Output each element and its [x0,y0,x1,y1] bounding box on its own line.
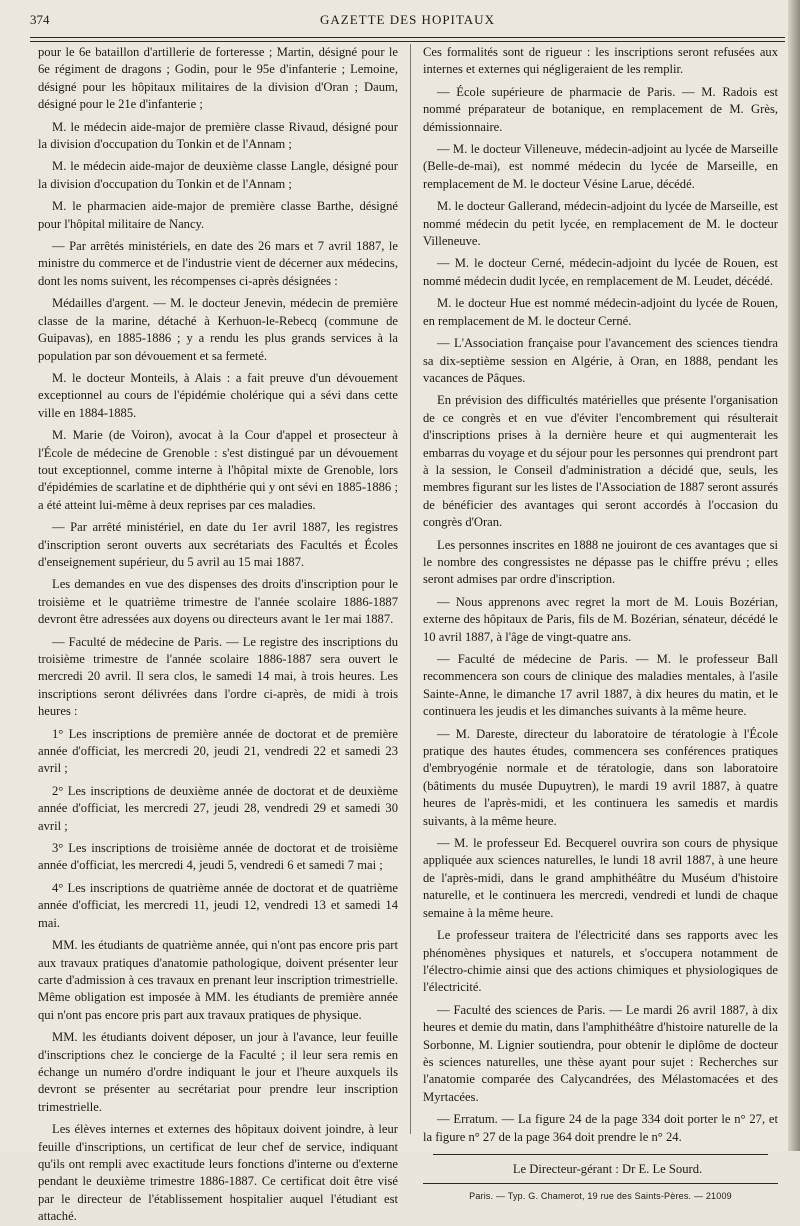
paragraph: — Nous apprenons avec regret la mort de M. Louis Bozérian, externe des hôpitaux de Paris, fils de M. Bozérian, sénateur, décédé le 10 avril 1887, à l'âge de vingt-quatre ans. [423,594,778,644]
paragraph: — L'Association française pour l'avancement des sciences tiendra sa dix-septième session en Algérie, à Oran, en 1888, pendant les vacances de Pâques. [423,336,778,385]
paragraph: — M. Dareste, directeur du laboratoire de tératologie à l'École pratique des hautes études, commencera ses conférences pratiques d'embryogénie normale et de tératologie, dans son laboratoire (bâtiments du musée Dupuytren), le mardi 19 avril 1887, à quatre heures de l'après-midi, et les continuera les samedis et mardis suivants, à la même heure. [423,726,778,828]
paragraph: MM. les étudiants de quatrième année, qui n'ont pas encore pris part aux travaux pratiques d'anatomie pathologique, doivent présenter leur carte d'admission à ces travaux en prenant leur inscription trimestrielle. Même obligation est imposée à MM. les étudiants de première année qui n'ont pas encore pris part aux travaux pratiques de physique. [38,938,398,1022]
right-column [423,44,778,1202]
paragraph: Les demandes en vue des dispenses des droits d'inscription pour le troisième et le quatrième trimestre de l'année scolaire 1886-1887 devront être adressées aux doyens ou directeurs avant le 1er mai 1887. [38,577,398,627]
left-column [38,44,398,1224]
paragraph: 1° Les inscriptions de première année de doctorat et de première année d'officiat, les mercredi 20, jeudi 21, vendredi 22 et samedi 23 avril ; [38,726,398,776]
paragraph: — M. le docteur Cerné, médecin-adjoint du lycée de Rouen, est nommé médecin dudit lycée, en remplacement de M. Leudet, décédé. [423,256,778,288]
paragraph: Médailles d'argent. — M. le docteur Jenevin, médecin de première classe de la marine, détaché à Kerhuon-le-Rebecq (commune de Guipavas), en 1885-1886 ; y a rendu les plus grands services à la population par son dévouement et sa fermeté. [38,296,398,363]
paragraph: En prévision des difficultés matérielles que présente l'organisation de ce congrès et en vue d'éviter l'encombrement qui résulterait d'inscriptions prises à la dernière heure et qui augmenterait les embarras du voyage et du séjour pour les personnes qui prendront part à la session, le Conseil d'administration a décidé que, seuls, les membres figurant sur les listes de l'Association de 1887 seront assurés de bénéficier des avantages qui seront accordés à l'occasion du congrès d'Oran. [423,393,778,530]
imprint-rule [423,1183,778,1184]
paragraph: Les élèves internes et externes des hôpitaux doivent joindre, à leur feuille d'inscriptions, un certificat de leur chef de service, indiquant qu'ils ont rempli avec exactitude leurs fonctions d'interne ou d'externe pendant le deuxième trimestre 1886-1887. Ce certificat doit être visé par le directeur de l'établissement hospitalier auquel l'étudiant est attaché. [38,1122,398,1224]
page-number: 374 [30,12,50,27]
paragraph: M. le pharmacien aide-major de première classe Barthe, désigné pour l'hôpital militaire de Nancy. [38,199,398,231]
paragraph: Les personnes inscrites en 1888 ne jouiront de ces avantages que si le nombre des congressistes ne dépasse pas le chiffre prévu ; elles seront admises par ordre d'inscription. [423,537,778,587]
paragraph: Le professeur traitera de l'électricité dans ses rapports avec les phénomènes physiques et naturels, et s'occupera notamment de l'électro-chimie ainsi que des actions chimiques et physiologiques de l'électricité. [423,928,778,995]
paragraph: M. le docteur Monteils, à Alais : a fait preuve d'un dévouement exceptionnel au cours de l'épidémie cholérique qui a sévi dans cette ville en 1884-1885. [38,370,398,420]
paragraph: 2° Les inscriptions de deuxième année de doctorat et de deuxième année d'officiat, les mercredi 27, jeudi 28, vendredi 29 et samedi 30 avril ; [38,783,398,833]
paragraph: 3° Les inscriptions de troisième année de doctorat et de troisième année d'officiat, les mercredi 4, jeudi 5, vendredi 6 et samedi 7 mai ; [38,841,398,873]
paragraph: MM. les étudiants doivent déposer, un jour à l'avance, leur feuille d'inscriptions chez le concierge de la Faculté ; il leur sera remis en échange un numéro d'ordre indiquant le jour et l'heure auxquels ils devront se présenter au secrétariat pour prendre leur inscription trimestrielle. [38,1030,398,1114]
paragraph: M. le médecin aide-major de deuxième classe Langle, désigné pour la division d'occupation du Tonkin et de l'Annam ; [38,159,398,191]
header-rule [30,37,785,42]
paragraph: pour le 6e bataillon d'artillerie de forteresse ; Martin, désigné pour le 6e régiment de dragons ; Godin, pour le 95e d'infanterie ; Lemoine, désigné pour les hôpitaux militaires de la division d'Oran ; Daum, désigné pour le 21e d'infanterie ; [38,45,398,112]
paragraph: 4° Les inscriptions de quatrième année de doctorat et de quatrième année d'officiat, les mercredi 11, jeudi 12, vendredi 13 et samedi 14 mai. [38,880,398,930]
paragraph: — Par arrêté ministériel, en date du 1er avril 1887, les registres d'inscription seront ouverts aux secrétariats des Facultés et Écoles d'enseignement supérieur, du 5 avril au 15 mai 1887. [38,520,398,569]
page-header [30,10,785,32]
paragraph: M. Marie (de Voiron), avocat à la Cour d'appel et prosecteur à l'École de médecine de Grenoble : s'est distingué par un dévouement tout exceptionnel, comme interne à l'hôpital mixte de Grenoble, lors d'épidémies de scarlatine et de diphthérie qui y ont sévi en 1885-1886 ; a été atteint lui-même à deux reprises par ces maladies. [38,428,398,512]
printer-imprint: Paris. — Typ. G. Chamerot, 19 rue des Saints-Pères. — 21009 [469,1191,732,1202]
paragraph: — M. le professeur Ed. Becquerel ouvrira son cours de physique appliquée aux sciences naturelles, le lundi 18 avril 1887, à une heure de l'après-midi, dans le grand amphithéâtre du Muséum d'histoire naturelle, et le continuera les mercredi, vendredi et lundi de chaque semaine à la même heure. [423,836,778,920]
paragraph: — Par arrêtés ministériels, en date des 26 mars et 7 avril 1887, le ministre du commerce et de l'industrie vient de décerner aux médecins, dont les noms suivent, les récompenses ci-après désignées : [38,239,398,288]
page-gutter-shadow [788,0,800,1151]
paragraph: — M. le docteur Villeneuve, médecin-adjoint au lycée de Marseille (Belle-de-mai), est nommé médecin du lycée de Marseille, en remplacement de M. le docteur Vésine Larue, décédé. [423,142,778,191]
paragraph: Ces formalités sont de rigueur : les inscriptions seront refusées aux internes et externes qui négligeraient de les remplir. [423,45,778,77]
column-divider [410,44,411,1134]
signature-rule [433,1154,768,1155]
paragraph: M. le médecin aide-major de première classe Rivaud, désigné pour la division d'occupation du Tonkin et de l'Annam ; [38,119,398,152]
paragraph: M. le docteur Hue est nommé médecin-adjoint du lycée de Rouen, en remplacement de M. le docteur Cerné. [423,296,778,328]
paragraph: — Erratum. — La figure 24 de la page 334 doit porter le n° 27, et la figure n° 27 de la page 364 doit prendre le n° 24. [423,1112,778,1144]
paragraph: — École supérieure de pharmacie de Paris. — M. Radois est nommé préparateur de botanique, en remplacement de M. Grès, démissionnaire. [423,84,778,134]
journal-title: GAZETTE DES HOPITAUX [320,12,495,27]
paragraph: — Faculté des sciences de Paris. — Le mardi 26 avril 1887, à dix heures et demie du matin, dans l'amphithéâtre d'histoire naturelle de la Sorbonne, M. Lignier soutiendra, pour obtenir le diplôme de docteur ès sciences naturelles, une thèse ayant pour sujet : Recherches sur l'anatomie comparée des Calycandrées, des Mélastomacées et des Myrtacées. [423,1002,778,1104]
paragraph: M. le docteur Gallerand, médecin-adjoint du lycée de Marseille, est nommé médecin du petit lycée, en remplacement de M. le docteur Villeneuve. [423,199,778,249]
paragraph: — Faculté de médecine de Paris. — M. le professeur Ball recommencera son cours de clinique des maladies mentales, à l'asile Sainte-Anne, le dimanche 17 avril 1887, à dix heures du matin, et le continuera les jeudis et les dimanches suivants à la même heure. [423,652,778,719]
director-signature: Le Directeur-gérant : Dr E. Le Sourd. [512,1161,703,1176]
paragraph: — Faculté de médecine de Paris. — Le registre des inscriptions du troisième trimestre de l'année scolaire 1886-1887 sera ouvert le mercredi 20 avril. Il sera clos, le samedi 14 mai, à trois heures. Les inscriptions seront délivrées dans l'ordre ci-après, de midi à trois heures : [38,634,398,719]
